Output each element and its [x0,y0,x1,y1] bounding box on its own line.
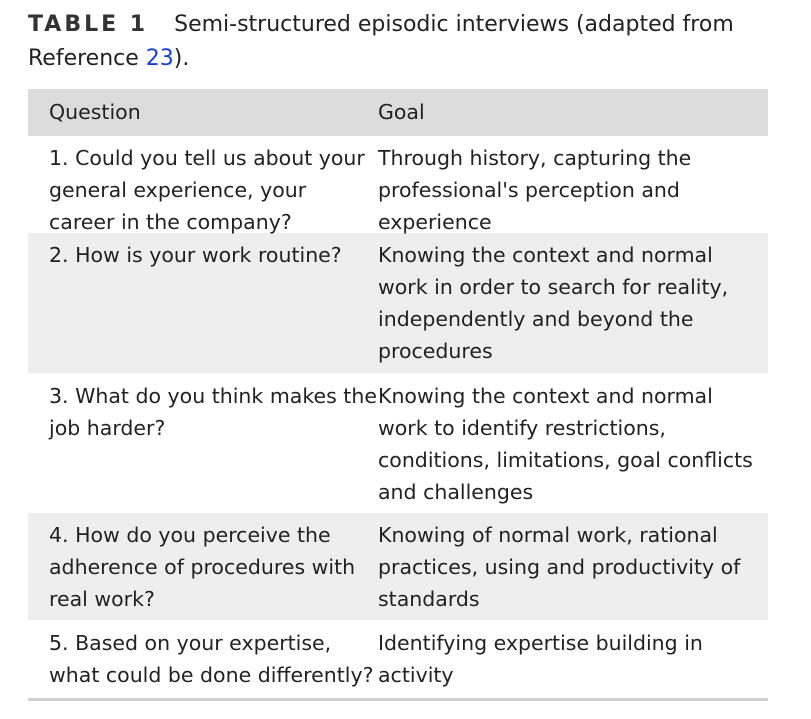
caption-text-end: ). [173,46,190,71]
question-cell: 5. Based on your expertise, what could be done differently? [49,631,374,687]
goal-cell: Knowing of normal work, rational practices, using and productivity of standards [378,523,741,611]
table-label: TABLE 1 [28,12,149,37]
question-cell: 3. What do you think makes the job harder? [49,384,377,440]
caption-text: Semi-structured episodic interviews (adapted from Reference [28,12,734,71]
question-cell: 2. How is your work routine? [49,243,342,267]
table-header-row [28,89,768,136]
goal-cell: Knowing the context and normal work in order to search for reality, independently and beyond the procedures [378,243,729,363]
question-cell: 4. How do you perceive the adherence of procedures with real work? [49,523,356,611]
table-row [28,513,768,621]
goal-cell: Identifying expertise building in activity [378,631,703,687]
reference-link[interactable]: 23 [145,46,174,71]
goal-cell: Knowing the context and normal work to identify restrictions, conditions, limitations, goal conflicts and challenges [378,384,753,504]
table-row [28,233,768,374]
goal-cell: Through history, capturing the professional's perception and experience [378,146,692,234]
column-header-question: Question [49,100,141,124]
question-cell: 1. Could you tell us about your general experience, your career in the company? [49,146,365,234]
column-header-goal: Goal [378,100,425,124]
table-caption [28,8,788,76]
table-row [28,374,768,513]
table-row [28,621,768,698]
interview-table [28,89,768,701]
table-bottom-rule [28,698,768,701]
table-row [28,136,768,233]
